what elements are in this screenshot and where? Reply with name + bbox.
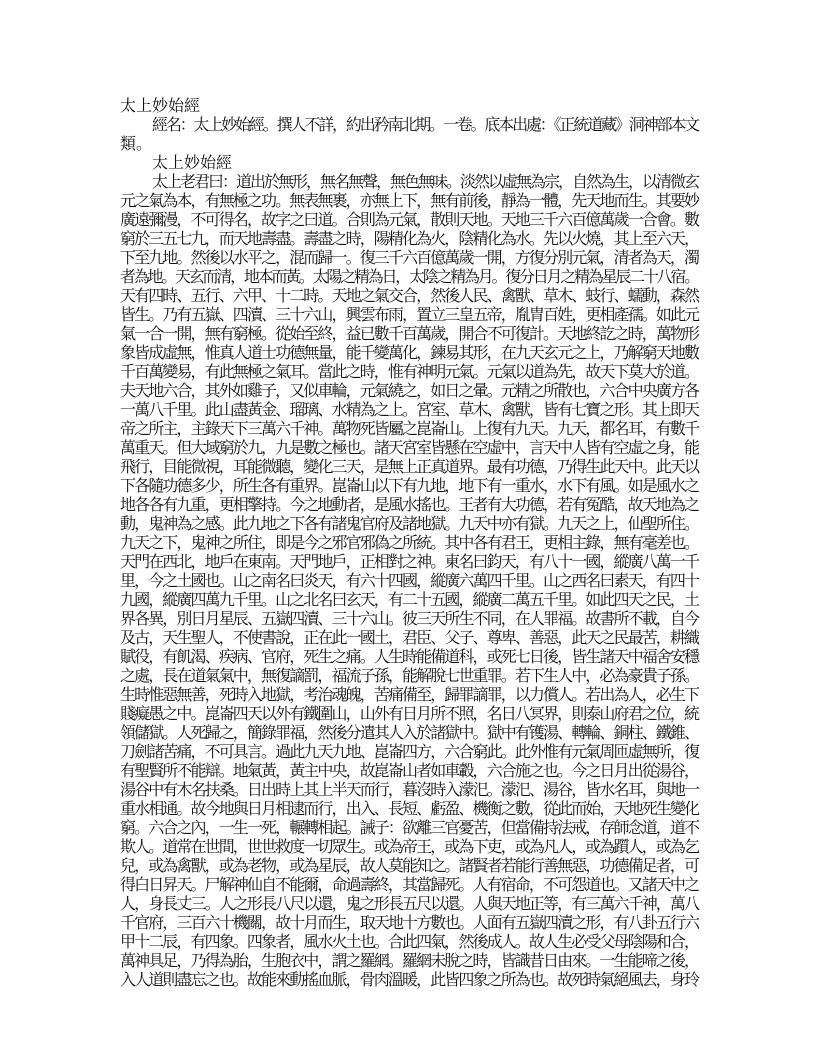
body-line: 千百萬變易，有此無極之氣耳。當此之時，惟有神明元氣。元氣以道為先，故天下莫大於道。 xyxy=(120,362,699,381)
body-line: 入人道則盡忘之也。故能來動搖血脈，骨肉溫暖，此皆四象之所為也。故死時氣絕風去，身玲 xyxy=(120,970,699,989)
meta-line: 類。 xyxy=(120,134,153,153)
body-line: 元之氣為本，有無極之功。無表無裹，亦無上下，無有前後，靜為一體，先天地而生。其要妙 xyxy=(120,191,699,210)
body-line: 地各各有九重，更相擎持。今之地動者，是風水搖也。王者有大功德，若有冤酷，故天地為之 xyxy=(120,495,699,514)
body-line: 界各異，別日月星辰、五嶽四瀆、三十六山。彼三天所生不同，在人罪福。故書所不載，自今 xyxy=(120,609,699,628)
body-line: 里，今之土國也。山之南名曰炎天，有六十四國，縱廣六萬四千里。山之西名曰素天，有四十 xyxy=(120,571,699,590)
body-line: 賤癡愚之中。崑崙四天以外有鐵圍山，山外有日月所不照，名日八冥界，則泰山府君之位，統 xyxy=(120,704,699,723)
body-line: 者為地。天玄而清，地本而黃。太陽之精為日，太陰之精為月。復分日月之精為星辰二十八宿。 xyxy=(120,267,698,286)
body-line: 湯谷中有木名扶桑。日出時上其上半天而行，暮沒時入濛汜。濛汜、湯谷，皆水名耳，與地一 xyxy=(120,780,699,799)
body-line: 廣遠彌漫，不可得名，故字之曰道。合則為元氣，散則天地。天地三千六百億萬歲一合會。數 xyxy=(120,210,699,229)
body-line: 帝之所主，主錄天下三萬六千神。萬物死皆屬之崑崙山。上復有九天。九天，都名耳，有數千 xyxy=(120,419,699,438)
body-line: 萬神具足，乃得為胎，生胞衣中，謂之羅網。羅網未脫之時，皆識昔日由來。一生能啼之後， xyxy=(120,951,699,970)
body-line: 萬重天。但大域窮於九，九是數之極也。諸天宮室皆懸在空虛中，言天中人皆有空虛之身，能 xyxy=(120,438,699,457)
body-line: 兒，或為禽獸，或為老物，或為星辰，故人莫能知之。諸賢者若能行善無惡，功德備足者，可 xyxy=(120,856,699,875)
body-text xyxy=(120,172,698,989)
body-line: 千官府，三百六十機關，故十月而生，取天地十方數也。人面有五嶽四瀆之形，有八卦五行六 xyxy=(120,913,699,932)
body-line: 皆生。乃有五嶽、四瀆、三十六山，興雲布雨，置立三皇五帝，胤胄百姓，更相產孺。如此元 xyxy=(120,305,699,324)
body-line: 天有四時、五行、六甲、十二時。天地之氣交合，然後人民、禽獸、草木、蚑行、蠕動，森然 xyxy=(120,286,699,305)
body-line: 氣一合一開，無有窮極。從始至終，益已數千百萬歲，開合不可復計。天地終訖之時，萬物形 xyxy=(120,324,699,343)
meta-line: 經名：太上妙始經。撰人不詳，約出矜南北期。一卷。底本出處：《正統道藏》洞神部本文 xyxy=(152,115,699,134)
body-line: 有聖賢所不能辯。地氣黃，黃主中央，故崑崙山者如車轂，六合施之也。今之日月出從湯谷， xyxy=(120,761,699,780)
body-line: 太上老君曰：道出於無形，無名無聲，無色無味。淡然以虛無為宗，自然為生，以清微玄 xyxy=(152,172,699,191)
body-line: 九天之下，鬼神之所住，即是今之邪官邪偽之所統。其中各有君王，更相主錄，無有毫差也。 xyxy=(120,533,699,552)
body-line: 及古，天生聖人，不使書說，正在此一國土，君臣、父子、尊卑、善惡，此天之民最苦，耕織 xyxy=(120,628,699,647)
body-line: 重水相通。故今地與日月相逮而行，出入、長短、虧盈、機衡之數，從此而始，天地死生變化 xyxy=(120,799,699,818)
document-title: 太上妙始經 xyxy=(120,96,201,115)
body-line: 下各隨功德多少，所生各有重界。崑崙山以下有九地，地下有一重水，水下有風。如是風水之 xyxy=(120,476,699,495)
body-line: 人，身長丈三。人之形長八尺以還，鬼之形長五尺以還。人與天地正等，有三萬六千神，萬八 xyxy=(120,894,699,913)
body-line: 之處，長在道氣氣中，無復謫罰，福流子孫，能解脫七世重罪。若下生人中，必為豪貴子孫。 xyxy=(120,666,699,685)
body-line: 飛行，目能微視，耳能微聽，變化三天，是無上正真道界。最有功德，乃得生此天中。此天以 xyxy=(120,457,699,476)
body-line: 九國，縱廣四萬九千里。山之北名曰玄天，有二十五國，縱廣二萬五千里。如此四天之民，土 xyxy=(120,590,699,609)
body-line: 窮於三五七九，而天地壽盡。壽盡之時，陽精化為火，陰精化為水。先以火燒，其上至六天， xyxy=(120,229,699,248)
body-line: 一萬八千里。此山盡黃金、瑠璃、水精為之上。宮室、草木、禽獸，皆有七寶之形。其上即天 xyxy=(120,400,699,419)
body-line: 夫天地六合，其外如雞子，又似車輪，元氣繞之，如日之暈。元精之所散也，六合中央廣方各 xyxy=(120,381,699,400)
body-line: 下至九地。然後以水平之，混而歸一。復三千六百億萬歲一開，方復分別元氣，清者為天，濁 xyxy=(120,248,699,267)
body-line: 刀劍諸苦痛，不可具言。過此九天九地、崑崙四方，六合窮此。此外惟有元氣周匝虛無所，復 xyxy=(120,742,699,761)
body-line: 甲十二辰，有四象。四象者，風水火土也。合此四氣，然後成人。故人生必受父母陰陽和合， xyxy=(120,932,699,951)
body-line: 領儲獄。人死歸之，簡錄罪福，然後分遣其人入於諸獄中。獄中有镬湯、轉輪、銅柱、鐵錐、 xyxy=(120,723,699,742)
body-line: 動，鬼神為之感。此九地之下各有諸鬼官府及諸地獄。九天中亦有獄。九天之上，仙聖所住。 xyxy=(120,514,699,533)
body-line: 得白日昇天。尸解神仙自不能爾，命過壽終，其當歸死。人有宿命，不可怨道也。又諸天中之 xyxy=(120,875,699,894)
document-page xyxy=(120,96,698,989)
body-line: 欺人。道常在世間，世世救度一切眾生。或為帝王，或為下吏，或為凡人，或為躓人，或為乞 xyxy=(120,837,699,856)
body-line: 生時惟惡無善，死時入地獄，考治魂魄，苦痛備至，歸罪謫罪，以力償人。若出為人，必生下 xyxy=(120,685,699,704)
body-line: 賦役，有飢渴、疾病、官府，死生之痛。人生時能備道科，或死七日後，皆生諸天中福舍安穩 xyxy=(120,647,699,666)
document-subtitle: 太上妙始經 xyxy=(152,153,233,172)
body-line: 窮。六合之內，一生一死，輾轉相起。誡子：欲離三官憂苦，但當備持法戒，存師念道，道不 xyxy=(120,818,699,837)
body-line: 天門在西北，地戶在東南。天門地戶，正相對之神。東名曰鈞天，有八十一國，縱廣八萬一千 xyxy=(120,552,699,571)
body-line: 象皆成虛無，惟真人道士功德無量，能千變萬化，鍊易其形，在九天玄元之上，乃解窮天地數 xyxy=(120,343,699,362)
